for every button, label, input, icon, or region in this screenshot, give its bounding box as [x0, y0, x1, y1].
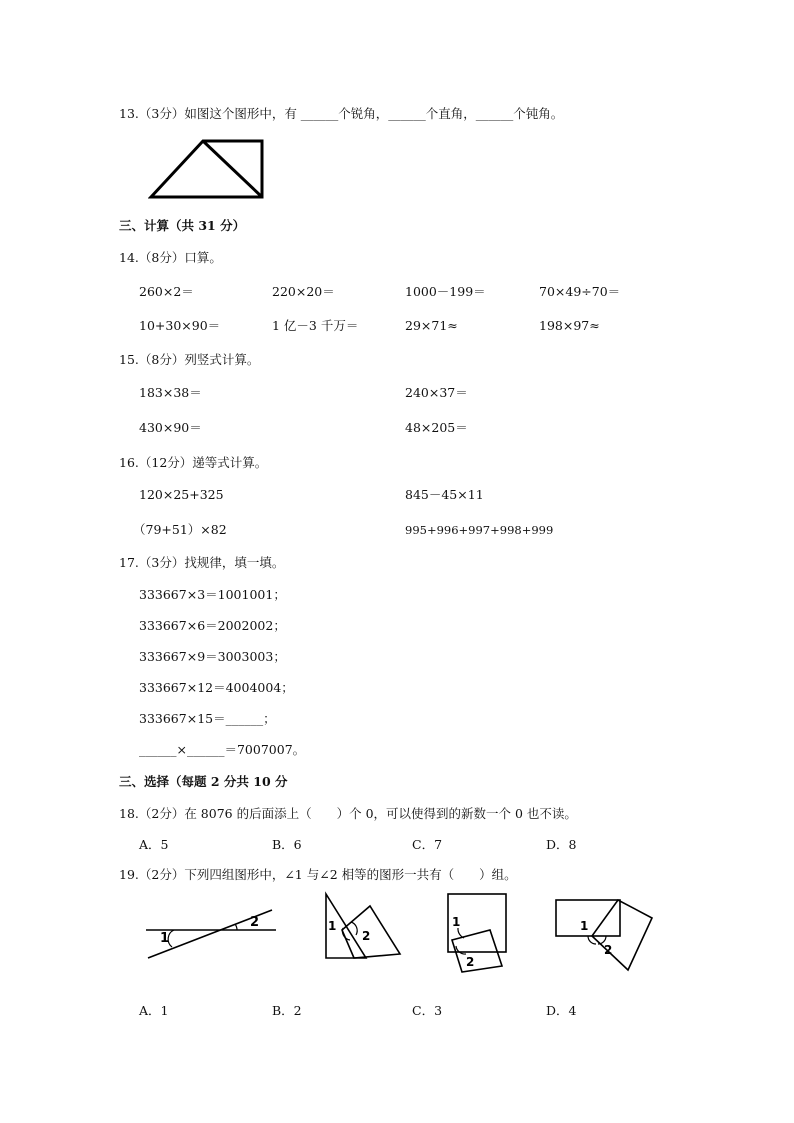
q16-title: 16.（12分）递等式计算。 [119, 455, 268, 470]
q18-option-d[interactable]: D．8 [546, 837, 577, 852]
angle-1-label: 1 [328, 919, 337, 933]
q19-option-d[interactable]: D．4 [546, 1003, 577, 1018]
q17-line: 333667×6＝2002002； [139, 618, 286, 633]
q15-item: 240×37＝ [405, 385, 468, 400]
q16-item: 845－45×11 [405, 487, 484, 502]
q14-item: 1000－199＝ [405, 284, 486, 299]
q19-option-a[interactable]: A．1 [139, 1003, 169, 1018]
q14-item: 70×49÷70＝ [539, 284, 621, 299]
section-choice-heading: 三、选择（每题 2 分共 10 分 [119, 774, 288, 789]
q17-title: 17.（3分）找规律，填一填。 [119, 555, 285, 570]
angle-1-label: 1 [580, 919, 589, 933]
q19-option-c[interactable]: C．3 [412, 1003, 443, 1018]
q17-line: 333667×3＝1001001； [139, 587, 286, 602]
q19-figure-d [552, 892, 656, 976]
q16-item: 120×25+325 [139, 487, 224, 502]
angle-2-label: 2 [362, 929, 371, 943]
angle-2-label: 2 [604, 943, 613, 957]
q19-title: 19.（2分）下列四组图形中，∠1 与∠2 相等的图形一共有（ ）组。 [119, 867, 517, 882]
q17-line: 333667×9＝3003003； [139, 649, 286, 664]
q14-item: 29×71≈ [405, 318, 458, 333]
q18-option-c[interactable]: C．7 [412, 837, 443, 852]
q14-title: 14.（8分）口算。 [119, 250, 222, 265]
q16-item: 995+996+997+998+999 [405, 523, 554, 537]
q15-title: 15.（8分）列竖式计算。 [119, 352, 260, 367]
angle-2-label: 2 [250, 915, 260, 930]
q18-option-a[interactable]: A．5 [139, 837, 169, 852]
angle-1-label: 1 [452, 915, 461, 929]
q19-figure-a [144, 900, 280, 962]
q17-line: 333667×12＝4004004； [139, 680, 294, 695]
q17-line: 333667×15＝______； [139, 711, 276, 726]
q15-item: 430×90＝ [139, 420, 202, 435]
q15-item: 48×205＝ [405, 420, 468, 435]
section-calc-heading: 三、计算（共 31 分） [119, 218, 246, 233]
q16-item: （79+51）×82 [133, 522, 227, 537]
q14-item: 220×20＝ [272, 284, 335, 299]
q17-line: ______×______＝7007007。 [139, 742, 306, 757]
q13-figure [148, 138, 266, 202]
angle-2-label: 2 [466, 955, 475, 969]
q15-item: 183×38＝ [139, 385, 202, 400]
q13-text: 13.（3分）如图这个图形中，有 ______个锐角，______个直角，______个钝角。 [119, 106, 564, 121]
q18-title: 18.（2分）在 8076 的后面添上（ ）个 0，可以使得到的新数一个 0 也不读。 [119, 806, 577, 821]
q14-item: 198×97≈ [539, 318, 600, 333]
q19-option-b[interactable]: B．2 [272, 1003, 302, 1018]
q19-figure-b [320, 890, 404, 962]
q14-item: 260×2＝ [139, 284, 194, 299]
q14-item: 1 亿－3 千万＝ [272, 318, 359, 333]
q18-option-b[interactable]: B．6 [272, 837, 302, 852]
q14-item: 10+30×90＝ [139, 318, 221, 333]
angle-1-label: 1 [160, 931, 170, 946]
q19-figure-c [440, 888, 520, 974]
